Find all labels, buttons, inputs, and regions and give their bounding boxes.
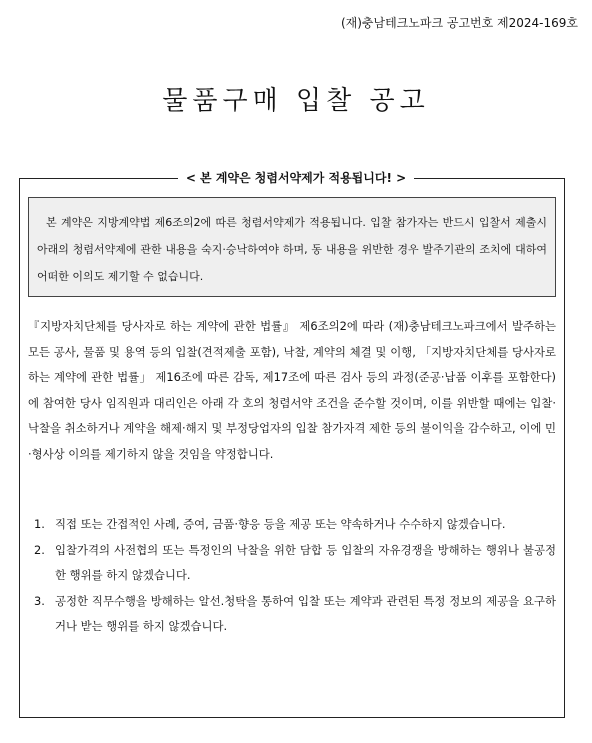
- integrity-heading-wrapper: [0, 167, 592, 186]
- pledge-item: [28, 512, 556, 538]
- pledge-item-number: 1.: [34, 517, 45, 531]
- integrity-notice-text: 본 계약은 지방계약법 제6조의2에 따른 청렴서약제가 적용됩니다. 입찰 참가자는 반드시 입찰서 제출시 아래의 청렴서약제에 관한 내용을 숙지·승낙하여야 하며, 동 내용을 위반한 경우 발주기관의 조치에 대하여 어떠한 이의도 제기할 수 없습니다.: [37, 216, 547, 283]
- pledge-item-text: 입찰가격의 사전협의 또는 특정인의 낙찰을 위한 담합 등 입찰의 자유경쟁을 방해하는 행위나 불공정한 행위를 하지 않겠습니다.: [55, 542, 556, 582]
- pledge-item-text: 직접 또는 간접적인 사례, 증여, 금품·향응 등을 제공 또는 약속하거나 수수하지 않겠습니다.: [55, 517, 506, 531]
- page-title: 물품구매 입찰 공고: [162, 86, 430, 116]
- pledge-item-number: 2.: [34, 542, 45, 557]
- pledge-item-number: 3.: [34, 593, 45, 608]
- pledge-paragraph: 『지방자치단체를 당사자로 하는 계약에 관한 법률』 제6조의2에 따라 (재)충남테크노파크에서 발주하는 모든 공사, 물품 및 용역 등의 입찰(견적제출 포함), 낙찰, 계약의 체결 및 이행, 「지방자치단체를 당사자로 하는 계약에 관한 법률」 제16조에 따른 감독, 제17조에 따른 검사 등의 과정(준공·납품 이후를 포함한다)에 참여한 당사 임직원과 대리인은 아래 각 호의 청렴서약 조건을 준수할 것이며, 이를 위반할 때에는 입찰·낙찰을 취소하거나 계약을 해제·해지 및 부정당업자의 입찰 참가자격 제한 등의 불이익을 감수하고, 이에 민·형사상 이의를 제기하지 않을 것임을 약정합니다.: [28, 319, 556, 461]
- integrity-heading: < 본 계약은 청렴서약제가 적용됩니다! >: [178, 171, 414, 185]
- pledge-list: [28, 512, 556, 640]
- pledge-item-text: 공정한 직무수행을 방해하는 알선.청탁을 통하여 입찰 또는 계약과 관련된 특정 정보의 제공을 요구하거나 받는 행위를 하지 않겠습니다.: [55, 593, 556, 633]
- pledge-item: [28, 538, 556, 589]
- notice-number: (재)충남테크노파크 공고번호 제2024-169호: [340, 16, 578, 30]
- pledge-item: [28, 589, 556, 640]
- integrity-notice-box: [28, 197, 556, 297]
